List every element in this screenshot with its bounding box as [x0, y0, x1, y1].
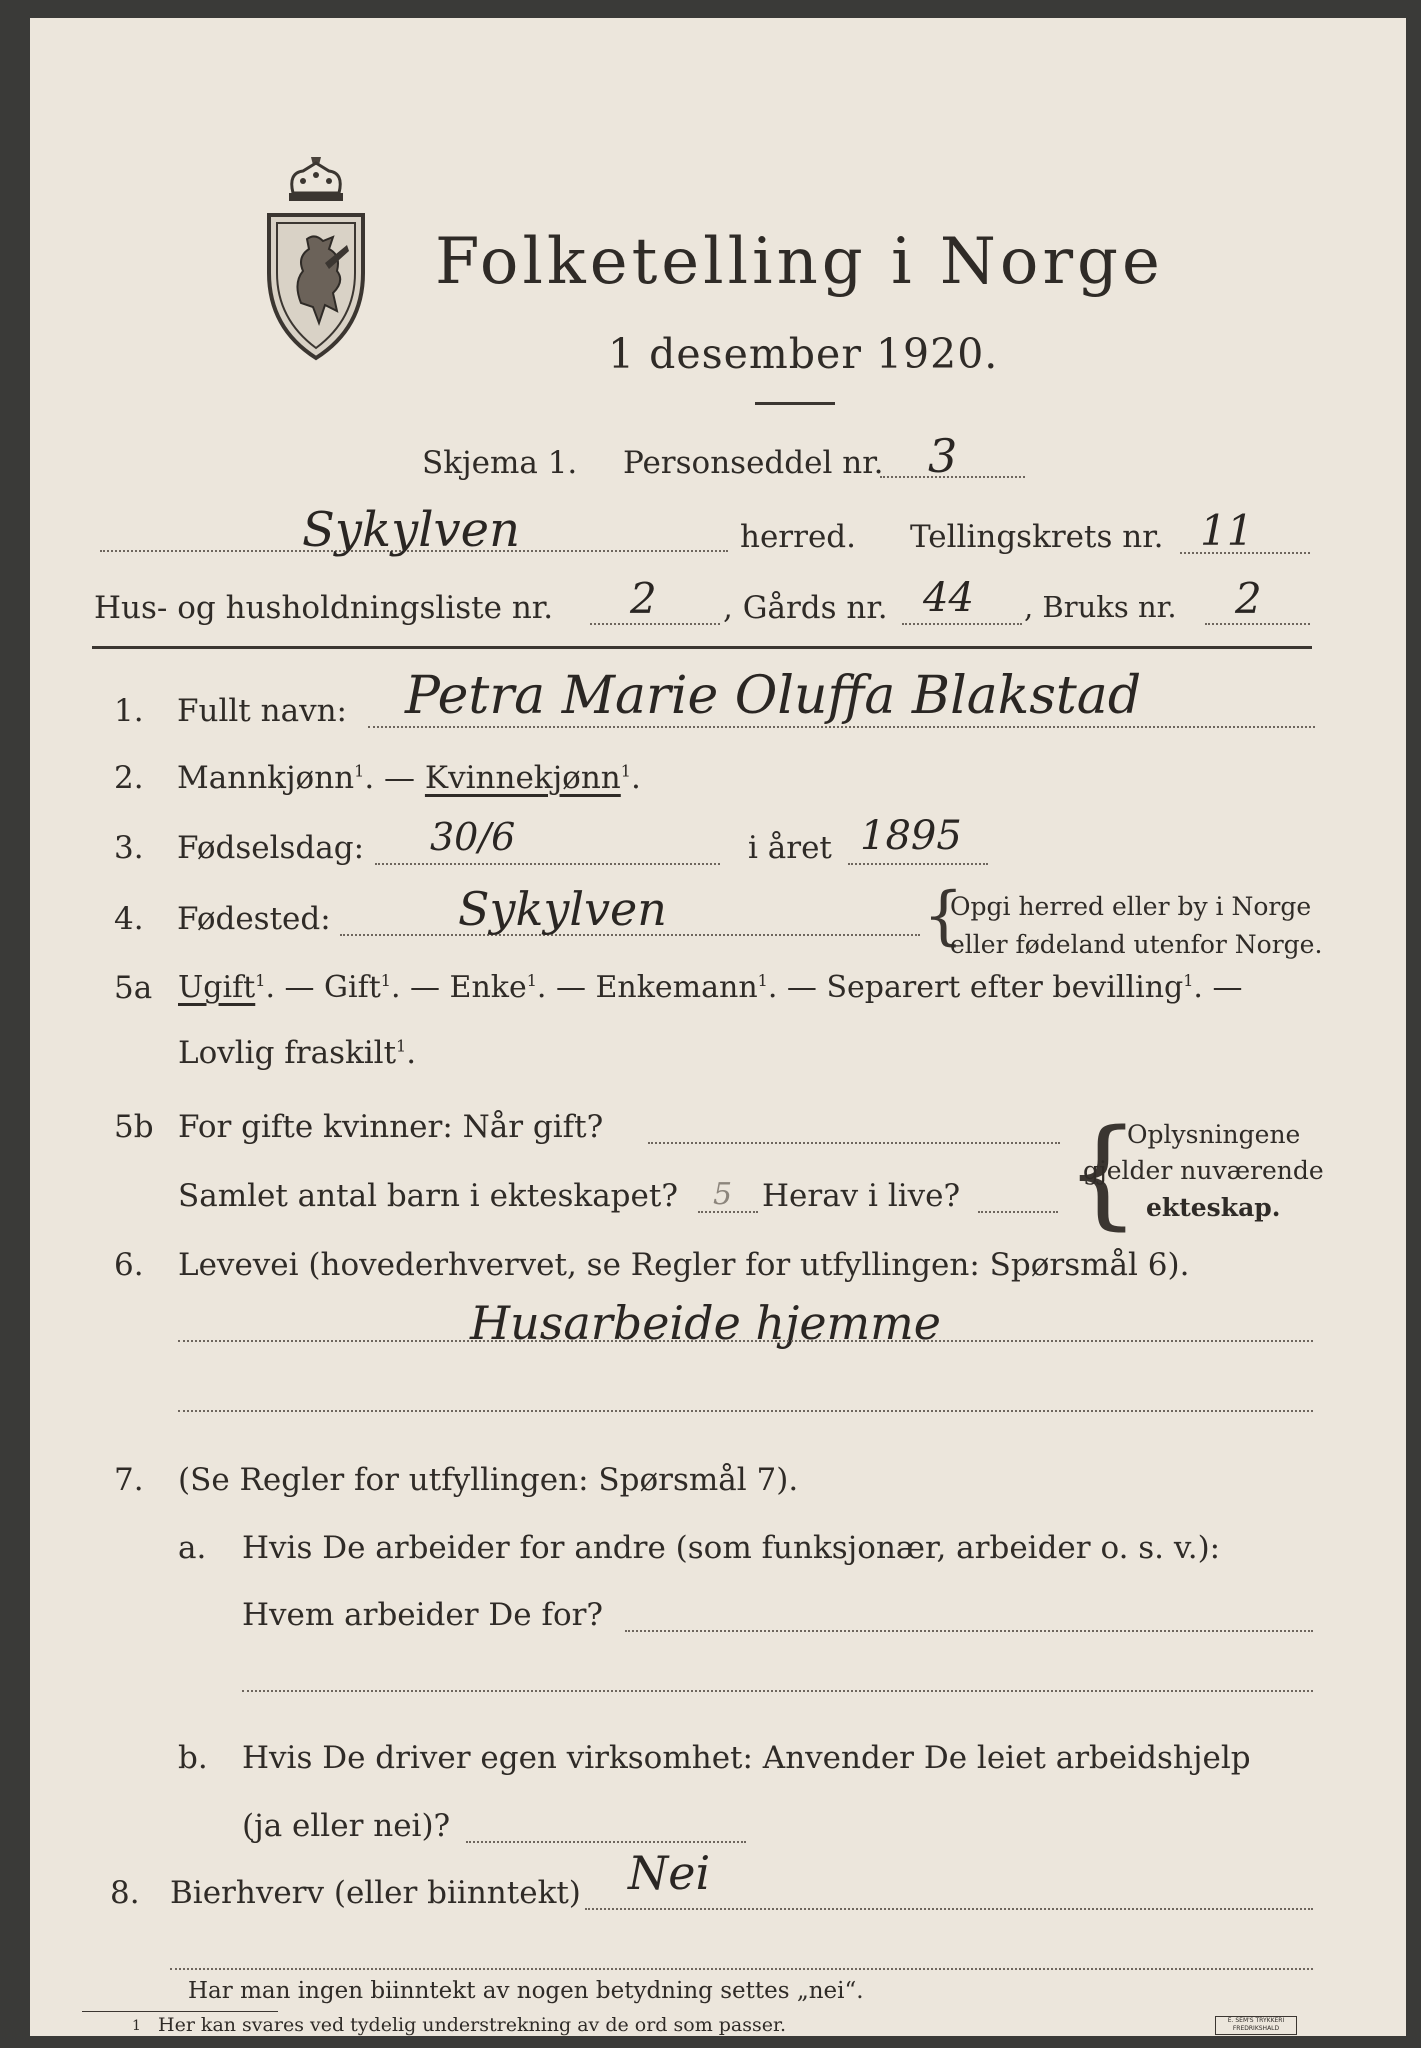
- gards-value[interactable]: 44: [923, 575, 974, 621]
- q8-number: 8.: [110, 1875, 140, 1911]
- q5b-number: 5b: [114, 1109, 154, 1145]
- q4-note-line2: eller fødeland utenfor Norge.: [950, 930, 1323, 959]
- employer-line2: [242, 1690, 1313, 1692]
- q6-label: Levevei (hovederhvervet, se Regler for utfyllingen: Spørsmål 6).: [178, 1247, 1190, 1283]
- side-income-line2: [170, 1968, 1313, 1970]
- birthday-value[interactable]: 30/6: [430, 815, 516, 859]
- birthplace-value[interactable]: Sykylven: [458, 882, 667, 936]
- q8-label: Bierhverv (eller biinntekt): [170, 1875, 581, 1911]
- q7b-line2: (ja eller nei)?: [242, 1808, 451, 1844]
- q5b-note-line2: gjelder nuværende: [1083, 1156, 1324, 1185]
- hired-help-line: [466, 1841, 746, 1843]
- ugift-option-underlined[interactable]: Ugift: [178, 970, 256, 1005]
- q7b-line1: Hvis De driver egen virksomhet: Anvender De leiet arbeidshjelp: [242, 1740, 1251, 1776]
- side-income-value[interactable]: Nei: [628, 1846, 711, 1900]
- header-divider: [92, 646, 1312, 649]
- q2-options: Mannkjønn$^1$. — Kvinnekjønn$^1$.: [177, 760, 641, 796]
- q7a-line1: Hvis De arbeider for andre (som funksjonær, arbeider o. s. v.):: [242, 1530, 1221, 1566]
- census-date: 1 desember 1920.: [608, 330, 999, 378]
- children-value[interactable]: 5: [713, 1177, 733, 1212]
- footnote-divider: [82, 2011, 278, 2012]
- occupation-line2: [178, 1410, 1313, 1412]
- q5a-line2: Lovlig fraskilt$^1$.: [178, 1035, 417, 1071]
- q1-number: 1.: [114, 693, 144, 729]
- q4-label: Fødested:: [177, 901, 331, 937]
- personseddel-value[interactable]: 3: [928, 429, 958, 483]
- occupation-value[interactable]: Husarbeide hjemme: [470, 1296, 942, 1350]
- stamp-line1: E. SEM'S TRYKKERI: [1227, 2017, 1285, 2024]
- form-title: Folketelling i Norge: [435, 225, 1164, 299]
- q5b-note-brace: {: [1065, 1103, 1141, 1241]
- q1-label: Fullt navn:: [177, 693, 347, 729]
- birthday-line: [375, 863, 720, 865]
- q5b-label1: For gifte kvinner: Når gift?: [178, 1109, 604, 1145]
- footnote-mark: 1: [132, 2018, 141, 2034]
- married-when-line: [648, 1142, 1060, 1144]
- q5b-note-line3: ekteskap.: [1146, 1193, 1281, 1222]
- occupation-line1: [178, 1340, 1313, 1342]
- printer-stamp: [1215, 2016, 1297, 2035]
- hus-label: Hus- og husholdningsliste nr.: [94, 590, 554, 626]
- bruks-value[interactable]: 2: [1235, 574, 1262, 623]
- year-label: i året: [748, 830, 832, 866]
- gards-label: , Gårds nr.: [723, 590, 888, 626]
- title-divider: [755, 402, 835, 405]
- employer-line1: [625, 1630, 1313, 1632]
- q5b-label3: Herav i live?: [762, 1178, 961, 1214]
- year-line: [848, 863, 988, 865]
- footer-note: Har man ingen biinntekt av nogen betydning settes „nei“.: [188, 1978, 864, 2004]
- bruks-line: [1205, 623, 1310, 625]
- q7-number: 7.: [114, 1462, 144, 1498]
- census-form-sheet: [30, 18, 1406, 2036]
- q5a-number: 5a: [114, 970, 153, 1006]
- bruks-label: , Bruks nr.: [1024, 590, 1177, 624]
- q4-number: 4.: [114, 901, 144, 937]
- tellingskrets-value[interactable]: 11: [1200, 506, 1254, 555]
- q7a-line2: Hvem arbeider De for?: [242, 1597, 604, 1633]
- q1-line: [368, 726, 1315, 728]
- fraskilt-option[interactable]: Lovlig fraskilt: [178, 1035, 397, 1071]
- q4-note-brace: {: [923, 879, 964, 953]
- q2-number: 2.: [114, 760, 144, 796]
- full-name-value[interactable]: Petra Marie Oluffa Blakstad: [405, 666, 1142, 726]
- gards-line: [902, 623, 1022, 625]
- q7a-number: a.: [178, 1530, 207, 1566]
- q7b-number: b.: [178, 1740, 208, 1776]
- hus-value[interactable]: 2: [630, 574, 657, 623]
- birth-year-value[interactable]: 1895: [860, 813, 962, 859]
- herred-label: herred.: [740, 519, 856, 555]
- footnote-text: Her kan svares ved tydelig understrekning av de ord som passer.: [158, 2014, 787, 2036]
- q3-label: Fødselsdag:: [177, 830, 365, 866]
- male-option[interactable]: Mannkjønn: [177, 760, 355, 796]
- herred-value[interactable]: Sykylven: [302, 502, 520, 558]
- hus-line: [590, 623, 720, 625]
- alive-line: [978, 1211, 1058, 1213]
- q5b-note-line1: Oplysningene: [1127, 1120, 1301, 1149]
- q5a-options: Ugift$^1$. — Gift$^1$. — Enke$^1$. — Enkemann$^1$. — Separert efter bevilling$^1$. —: [178, 970, 1243, 1005]
- q6-number: 6.: [114, 1247, 144, 1283]
- q3-number: 3.: [114, 830, 144, 866]
- personseddel-label: Personseddel nr.: [623, 445, 884, 481]
- side-income-line1: [585, 1908, 1313, 1910]
- tellingskrets-label: Tellingskrets nr.: [910, 519, 1164, 555]
- q4-note-line1: Opgi herred eller by i Norge: [950, 892, 1312, 921]
- stamp-line2: FREDRIKSHALD: [1232, 2025, 1280, 2032]
- coat-of-arms-emblem: [263, 153, 373, 363]
- q5b-label2: Samlet antal barn i ekteskapet?: [178, 1178, 678, 1214]
- skjema-label: Skjema 1.: [422, 445, 578, 481]
- female-option-underlined[interactable]: Kvinnekjønn: [424, 760, 621, 796]
- q7-label: (Se Regler for utfyllingen: Spørsmål 7).: [178, 1462, 799, 1498]
